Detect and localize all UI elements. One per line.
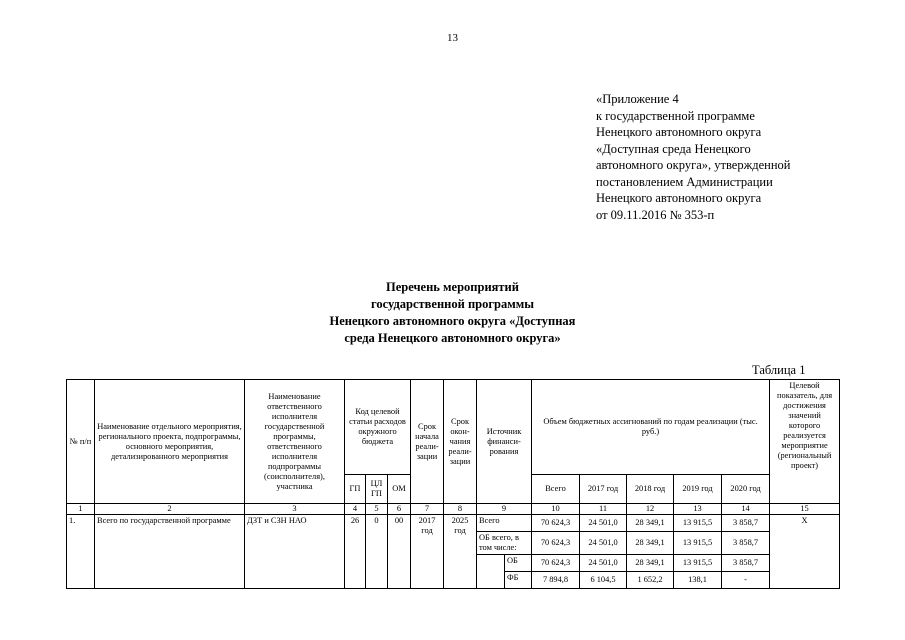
header-budget: Объем бюджетных ассигнований по годам реализации (тыс. руб.): [532, 380, 770, 475]
column-number: 4: [345, 504, 366, 515]
funding-value: 70 624,3: [532, 532, 580, 555]
appendix-line: к государственной программе: [596, 108, 755, 123]
funding-source: ОБ: [505, 555, 532, 572]
column-number: 7: [411, 504, 444, 515]
table-row: [67, 515, 840, 532]
funding-value: 3 858,7: [722, 532, 770, 555]
header-om: ОМ: [388, 475, 411, 504]
header-year-2019: 2019 год: [674, 475, 722, 504]
row-num: 1.: [67, 515, 95, 589]
row-gp: 26: [345, 515, 366, 589]
column-number: 3: [245, 504, 345, 515]
document-title: [0, 279, 905, 347]
appendix-note: [596, 91, 790, 223]
column-number: 6: [388, 504, 411, 515]
funding-value: 70 624,3: [532, 515, 580, 532]
column-number-row: [67, 504, 840, 515]
funding-value: 24 501,0: [580, 515, 627, 532]
appendix-line: Ненецкого автономного округа: [596, 191, 762, 205]
title-line: Ненецкого автономного округа «Доступная: [329, 314, 576, 328]
funding-value: -: [722, 572, 770, 589]
row-end: 2025 год: [444, 515, 477, 589]
funding-value: 3 858,7: [722, 555, 770, 572]
table-label: Таблица 1: [752, 363, 806, 377]
funding-value: 28 349,1: [627, 515, 674, 532]
page-number: 13: [447, 32, 458, 44]
header-clgp: ЦЛ ГП: [366, 475, 388, 504]
appendix-line: «Доступная среда Ненецкого: [596, 141, 751, 156]
column-number: 11: [580, 504, 627, 515]
funding-value: 24 501,0: [580, 532, 627, 555]
header-end: Срок окон-чания реали-зации: [444, 380, 477, 504]
row-clgp: 0: [366, 515, 388, 589]
header-budget-code: Код целевой статьи расходов окружного бюджета: [345, 380, 411, 475]
row-target: X: [770, 515, 840, 589]
funding-value: 3 858,7: [722, 515, 770, 532]
funding-value: 7 894,8: [532, 572, 580, 589]
header-source: Источник финанси-рования: [477, 380, 532, 504]
title-line: Перечень мероприятий: [386, 280, 519, 294]
funding-value: 24 501,0: [580, 555, 627, 572]
column-number: 1: [67, 504, 95, 515]
column-number: 12: [627, 504, 674, 515]
funding-source: ОБ всего, в том числе:: [477, 532, 532, 555]
column-number: 8: [444, 504, 477, 515]
funding-value: 6 104,5: [580, 572, 627, 589]
funding-value: 28 349,1: [627, 555, 674, 572]
activities-table: [66, 379, 840, 589]
appendix-line: автономного округа», утвержденной: [596, 158, 791, 172]
header-gp: ГП: [345, 475, 366, 504]
title-line: государственной программы: [370, 297, 535, 311]
header-target: Целевой показатель, для достижения значений которого реализуется мероприятие (региональный проект): [770, 380, 840, 504]
header-num: № п/п: [67, 380, 95, 504]
appendix-line: постановлением Администрации: [596, 174, 773, 189]
header-year-2020: 2020 год: [722, 475, 770, 504]
header-year-2018: 2018 год: [627, 475, 674, 504]
row-executor: ДЗТ и СЗН НАО: [245, 515, 345, 589]
column-number: 5: [366, 504, 388, 515]
row-start: 2017 год: [411, 515, 444, 589]
column-number: 10: [532, 504, 580, 515]
column-number: 15: [770, 504, 840, 515]
appendix-line: «Приложение 4: [596, 92, 679, 106]
funding-value: 70 624,3: [532, 555, 580, 572]
header-name: Наименование отдельного мероприятия, регионального проекта, подпрограммы, основного мероприятия, детализированного мероприятия: [95, 380, 245, 504]
funding-value: 28 349,1: [627, 532, 674, 555]
column-number: 9: [477, 504, 532, 515]
row-om: 00: [388, 515, 411, 589]
row-name: Всего по государственной программе: [95, 515, 245, 589]
column-number: 13: [674, 504, 722, 515]
header-start: Срок начала реали-зации: [411, 380, 444, 504]
funding-source: ФБ: [505, 572, 532, 589]
header-row: [67, 380, 840, 475]
header-executor: Наименование ответственного исполнителя государственной программы, ответственного исполнителя подпрограммы (соисполнителя), участника: [245, 380, 345, 504]
column-number: 2: [95, 504, 245, 515]
header-year-2017: 2017 год: [580, 475, 627, 504]
funding-source: Всего: [477, 515, 532, 532]
header-total: Всего: [532, 475, 580, 504]
title-line: среда Ненецкого автономного округа»: [344, 331, 561, 345]
column-number: 14: [722, 504, 770, 515]
funding-value: 13 915,5: [674, 515, 722, 532]
funding-value: 13 915,5: [674, 532, 722, 555]
funding-value: 1 652,2: [627, 572, 674, 589]
funding-value: 13 915,5: [674, 555, 722, 572]
funding-value: 138,1: [674, 572, 722, 589]
appendix-line: Ненецкого автономного округа: [596, 125, 762, 139]
funding-indent: [477, 555, 505, 589]
appendix-line: от 09.11.2016 № 353-п: [596, 207, 715, 222]
